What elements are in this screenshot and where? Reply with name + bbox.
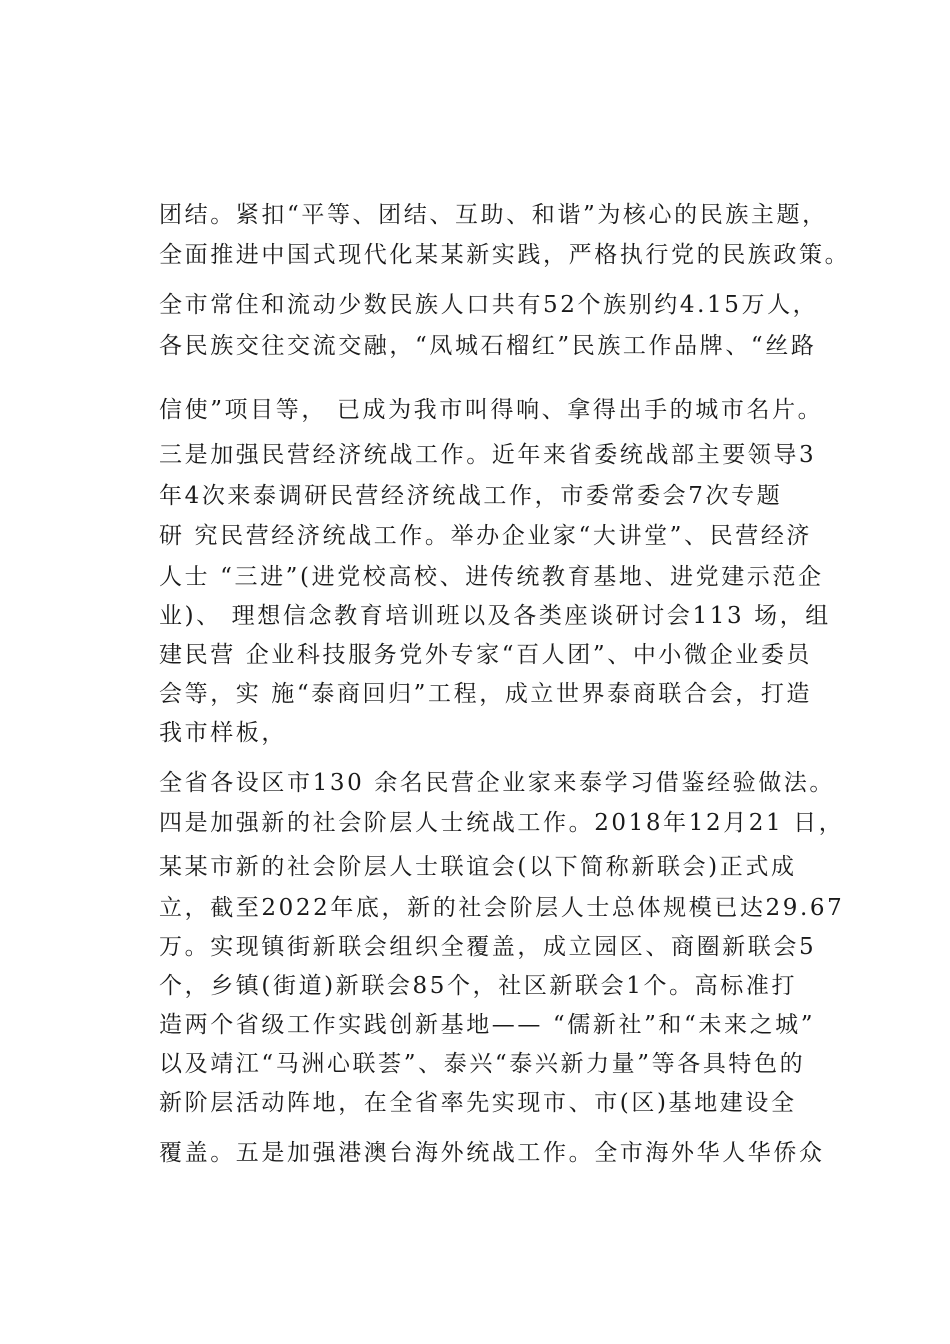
text-line: 全市常住和流动少数民族人口共有52个族别约4.15万人， xyxy=(159,292,819,318)
text-line: 团结。紧扣“平等、团结、互助、和谐”为核心的民族主题， xyxy=(159,202,828,228)
text-line: 四是加强新的社会阶层人士统战工作。2018年12月21 日， xyxy=(159,810,845,836)
text-line: 以及靖江“马洲心联荟”、泰兴“泰兴新力量”等各具特色的 xyxy=(159,1051,806,1077)
text-line: 立，截至2022年底，新的社会阶层人士总体规模已达29.67 xyxy=(159,895,845,921)
text-line: 研 究民营经济统战工作。举办企业家“大讲堂”、民营经济 xyxy=(159,523,813,549)
text-line: 全面推进中国式现代化某某新实践，严格执行党的民族政策。 xyxy=(159,242,851,268)
text-line: 全省各设区市130 余名民营企业家来泰学习借鉴经验做法。 xyxy=(159,770,836,796)
text-line: 万。实现镇街新联会组织全覆盖，成立园区、商圈新联会5 xyxy=(159,934,817,960)
text-line: 各民族交往交流交融，“凤城石榴红”民族工作品牌、“丝路 xyxy=(159,333,817,359)
text-line: 人士 “三进”(进党校高校、进传统教育基地、进党建示范企 xyxy=(159,564,824,590)
text-line: 造两个省级工作实践创新基地—— “儒新社”和“未来之城” xyxy=(159,1012,816,1038)
text-line: 我市样板， xyxy=(159,720,287,746)
text-line: 建民营 企业科技服务党外专家“百人团”、中小微企业委员 xyxy=(159,642,813,668)
text-line: 信使”项目等， 已成为我市叫得响、拿得出手的城市名片。 xyxy=(159,397,824,423)
text-line: 个，乡镇(街道)新联会85个，社区新联会1个。高标准打 xyxy=(159,973,798,999)
text-line: 三是加强民营经济统战工作。近年来省委统战部主要领导3 xyxy=(159,442,817,468)
text-line: 年4次来泰调研民营经济统战工作，市委常委会7次专题 xyxy=(159,483,783,509)
text-line: 某某市新的社会阶层人士联谊会(以下简称新联会)正式成 xyxy=(159,854,797,880)
text-line: 会等，实 施“泰商回归”工程，成立世界泰商联合会，打造 xyxy=(159,681,813,707)
text-line: 业)、 理想信念教育培训班以及各类座谈研讨会113 场，组 xyxy=(159,603,831,629)
text-line: 覆盖。五是加强港澳台海外统战工作。全市海外华人华侨众 xyxy=(159,1140,825,1166)
text-line: 新阶层活动阵地，在全省率先实现市、市(区)基地建设全 xyxy=(159,1090,797,1116)
